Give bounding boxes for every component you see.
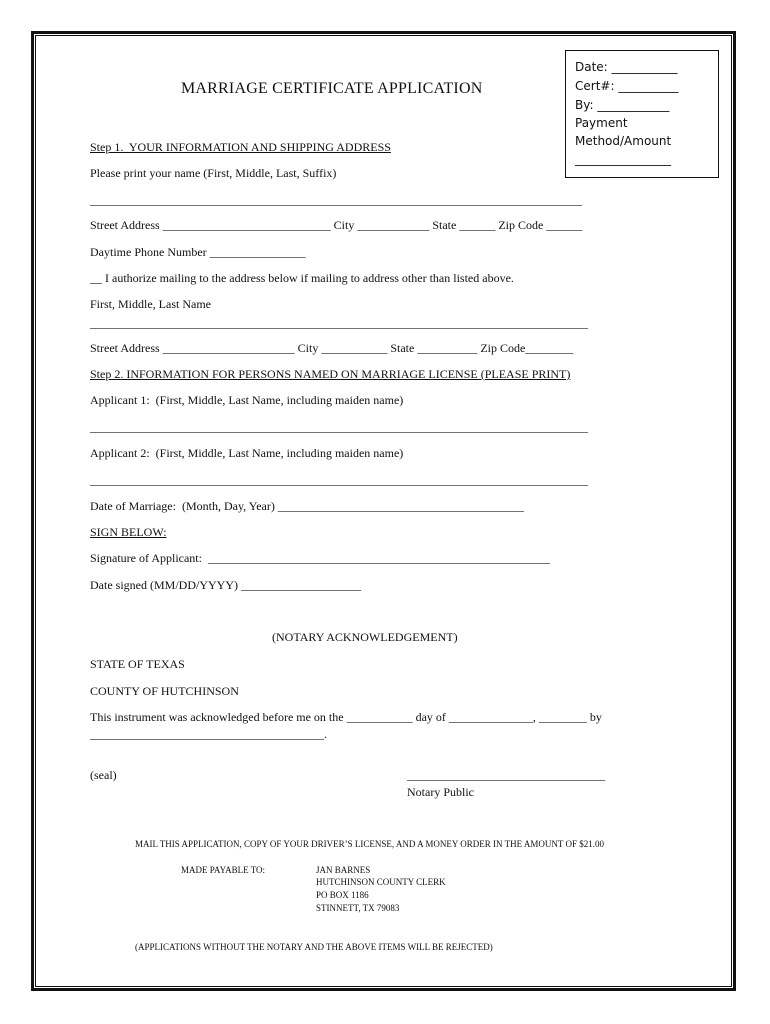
notary-state: STATE OF TEXAS — [90, 657, 185, 671]
office-cert-field: Cert#: __________ — [575, 79, 679, 93]
mail-instruction: MAIL THIS APPLICATION, COPY OF YOUR DRIVER’S LICENSE, AND A MONEY ORDER IN THE AMOUNT OF $21.00 — [135, 839, 604, 849]
office-method-amount-label: Method/Amount — [575, 134, 672, 148]
date-signed-field[interactable]: Date signed (MM/DD/YYYY) ____________________ — [90, 578, 361, 592]
step2-heading: Step 2. INFORMATION FOR PERSONS NAMED ON MARRIAGE LICENSE (PLEASE PRINT) — [90, 367, 571, 381]
office-payment-field: ________________ — [575, 152, 671, 166]
name-field[interactable]: __________________________________________________________________________________ — [90, 193, 582, 207]
page-title: MARRIAGE CERTIFICATE APPLICATION — [181, 80, 483, 97]
step1-heading: Step 1. YOUR INFORMATION AND SHIPPING ADDRESS — [90, 140, 391, 154]
payee-city-state-zip: STINNETT, TX 79083 — [316, 903, 400, 913]
alt-name-prompt: First, Middle, Last Name — [90, 297, 211, 311]
applicant2-field[interactable]: ___________________________________________________________________________________ — [90, 473, 588, 487]
applicant2-prompt: Applicant 2: (First, Middle, Last Name, including maiden name) — [90, 446, 404, 460]
notary-acknowledged-by-field[interactable]: _______________________________________. — [90, 727, 327, 741]
notary-acknowledgement-line[interactable]: This instrument was acknowledged before me on the ___________ day of ______________, ________ by — [90, 710, 602, 724]
applicant1-field[interactable]: ___________________________________________________________________________________ — [90, 420, 588, 434]
notary-public-label: Notary Public — [407, 785, 474, 799]
rejection-note: (APPLICATIONS WITHOUT THE NOTARY AND THE ABOVE ITEMS WILL BE REJECTED) — [135, 942, 493, 952]
payee-po-box: PO BOX 1186 — [316, 890, 369, 900]
notary-seal-label: (seal) — [90, 768, 117, 782]
alt-street-address-field[interactable]: Street Address ______________________ City ___________ State __________ Zip Code________ — [90, 341, 574, 355]
payee-office: HUTCHINSON COUNTY CLERK — [316, 877, 446, 887]
office-use-box — [565, 50, 719, 178]
notary-county: COUNTY OF HUTCHINSON — [90, 684, 239, 698]
office-by-field: By: ____________ — [575, 98, 670, 112]
office-date-field: Date: ___________ — [575, 60, 678, 74]
sign-below-heading: SIGN BELOW: — [90, 525, 167, 539]
authorize-mailing-checkbox[interactable]: __ I authorize mailing to the address below if mailing to address other than listed above. — [90, 271, 514, 285]
alt-name-field[interactable]: ___________________________________________________________________________________ — [90, 316, 588, 330]
payee-name: JAN BARNES — [316, 865, 371, 875]
notary-heading: (NOTARY ACKNOWLEDGEMENT) — [272, 630, 458, 644]
name-prompt: Please print your name (First, Middle, Last, Suffix) — [90, 166, 337, 180]
street-address-field[interactable]: Street Address ____________________________ City ____________ State ______ Zip Code ______ — [90, 218, 583, 232]
applicant1-prompt: Applicant 1: (First, Middle, Last Name, including maiden name) — [90, 393, 404, 407]
applicant-signature-field[interactable]: Signature of Applicant: _________________________________________________________ — [90, 551, 550, 565]
date-of-marriage-field[interactable]: Date of Marriage: (Month, Day, Year) _________________________________________ — [90, 499, 524, 513]
made-payable-label: MADE PAYABLE TO: — [181, 865, 266, 875]
office-payment-label: Payment — [575, 116, 628, 130]
daytime-phone-field[interactable]: Daytime Phone Number ________________ — [90, 245, 306, 259]
notary-signature-field[interactable]: _________________________________ — [407, 768, 605, 782]
